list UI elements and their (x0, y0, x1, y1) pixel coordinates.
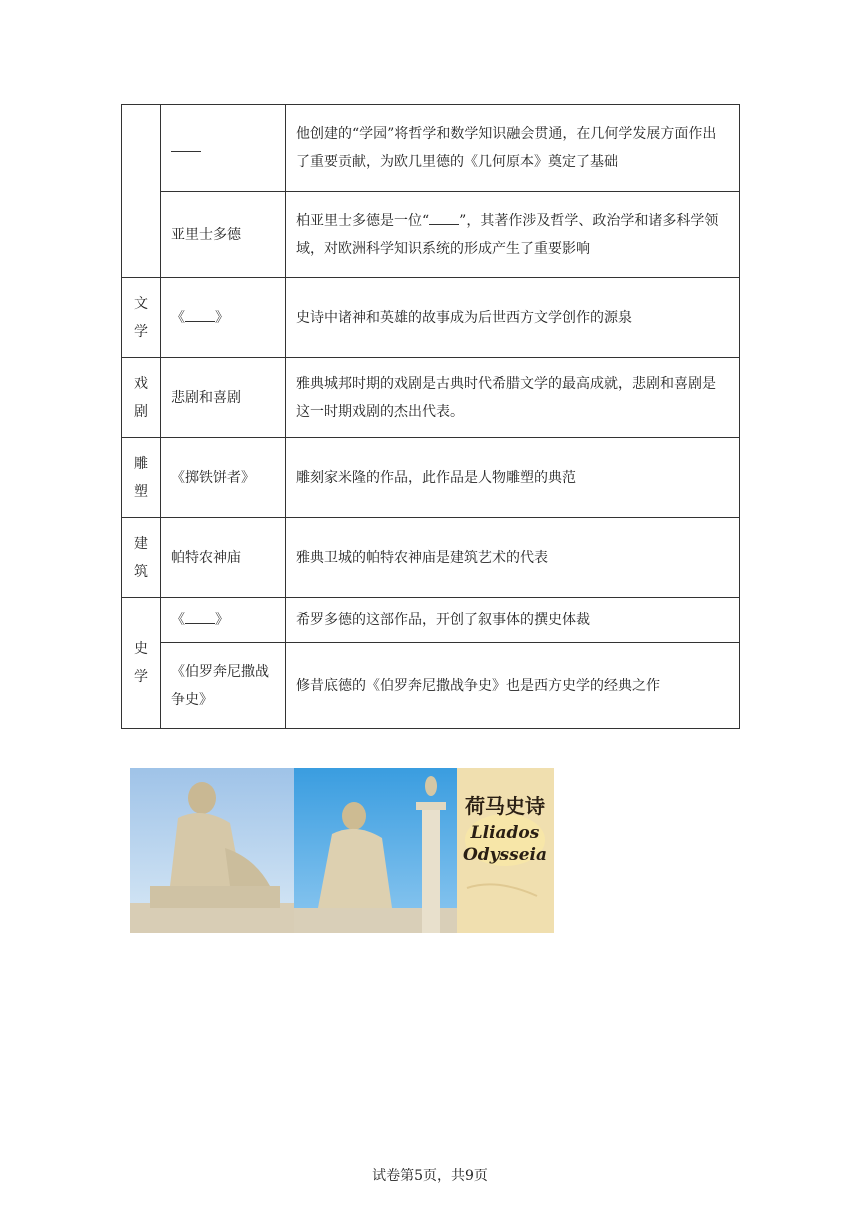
homer-line2-text: Odysseia (462, 845, 548, 865)
image-strip (130, 768, 554, 933)
table-row (122, 438, 740, 518)
desc-cell: 修昔底德的《伯罗奔尼撒战争史》也是西方史学的经典之作 (286, 643, 740, 729)
statue-socrates-image (130, 768, 294, 933)
table-row (122, 598, 740, 643)
category-cell: 文学 (122, 278, 161, 358)
desc-cell: 史诗中诸神和英雄的故事成为后世西方文学创作的源泉 (286, 278, 740, 358)
table-row (122, 192, 740, 278)
table-row (122, 105, 740, 192)
name-cell: 《伯罗奔尼撒战争史》 (161, 643, 286, 729)
desc-cell: 雅典城邦时期的戏剧是古典时代希腊文学的最高成就，悲剧和喜剧是这一时期戏剧的杰出代表。 (286, 358, 740, 438)
answer-blank (171, 135, 201, 152)
name-cell: 《 》 (161, 278, 286, 358)
name-cell: 帕特农神庙 (161, 518, 286, 598)
page-footer: 试卷第5页，共9页 (372, 1168, 488, 1184)
desc-cell: 他创建的“学园”将哲学和数学知识融会贯通，在几何学发展方面作出了重要贡献，为欧几里德的《几何原本》奠定了基础 (286, 105, 740, 192)
homer-line1-text: Lliados (470, 823, 540, 843)
homer-title-text: 荷马史诗 (465, 794, 545, 818)
desc-cell: 希罗多德的这部作品，开创了叙事体的撰史体裁 (286, 598, 740, 643)
table-row (122, 358, 740, 438)
name-cell: 《 》 (161, 598, 286, 643)
table-row (122, 518, 740, 598)
name-cell: 《掷铁饼者》 (161, 438, 286, 518)
table-row (122, 643, 740, 729)
name-cell: 悲剧和喜剧 (161, 358, 286, 438)
answer-blank (185, 607, 215, 624)
culture-table (121, 104, 740, 729)
category-cell-empty (122, 105, 161, 278)
category-cell: 戏剧 (122, 358, 161, 438)
category-cell: 建筑 (122, 518, 161, 598)
statue-plato-image (294, 768, 457, 933)
answer-blank (429, 208, 459, 225)
desc-cell: 雕刻家米隆的作品，此作品是人物雕塑的典范 (286, 438, 740, 518)
homer-epics-image (457, 768, 554, 933)
desc-cell: 柏亚里士多德是一位“ ”，其著作涉及哲学、政治学和诸多科学领域，对欧洲科学知识系统的形成产生了重要影响 (286, 192, 740, 278)
name-cell: 亚里士多德 (161, 192, 286, 278)
desc-cell: 雅典卫城的帕特农神庙是建筑艺术的代表 (286, 518, 740, 598)
answer-blank (185, 305, 215, 322)
category-cell: 雕塑 (122, 438, 161, 518)
category-cell: 史学 (122, 598, 161, 729)
name-cell (161, 105, 286, 192)
table-row (122, 278, 740, 358)
